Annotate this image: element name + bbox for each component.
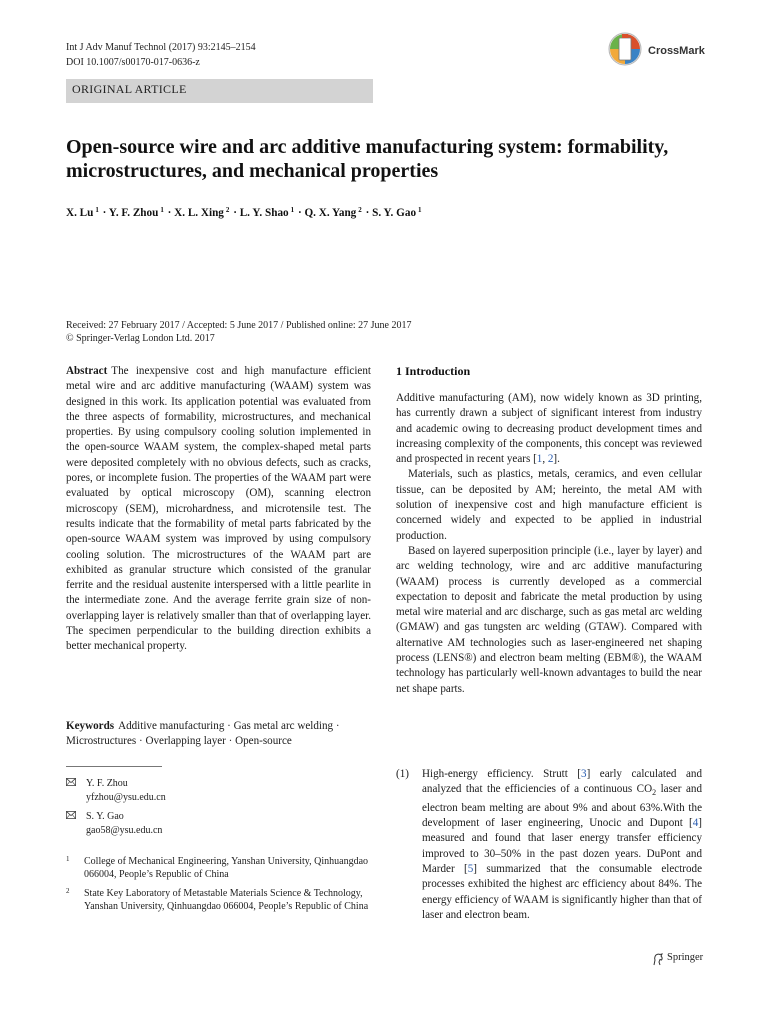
keywords-section [66,719,371,750]
author-name[interactable]: Y. F. Zhou [108,207,159,219]
subscript: 2 [652,788,657,798]
journal-citation: Int J Adv Manuf Technol (2017) 93:2145–2154 [66,42,256,53]
keywords-text: Additive manufacturing · Gas metal arc welding · Microstructures · Overlapping layer · Open-source [66,720,340,748]
author-list [66,206,423,219]
author-name[interactable]: X. Lu [66,207,94,219]
introduction-body [396,391,702,697]
paragraph-text: , [542,453,548,466]
publisher-name: Springer [667,952,704,963]
author-affiliation-mark: 1 [95,206,99,214]
corresponding-author [66,810,366,838]
corresponding-author [66,777,366,805]
list-text-part: laser and electron beam melting are about 9% and about 63%.With the development of laser engineering, Unocic and Dupont [ [422,783,702,830]
abstract-text: The inexpensive cost and high manufacture efficient metal wire and arc additive manufacturing (WAAM) system was designed in this work. Its application potential was evaluated from the three aspects of formability, microstructures, and mechanical properties. By using compulsory cooling solution implemented in the open-source WAAM system, the complex-shaped metal parts were deposited completely with no obvious defects, such as cracks, pores, or incomplete fusion. The properties of the WAAM part were evaluated by optical microscopy (OM), scanning electron microscopy (SEM), microhardness, and microtensile test. The results indicate that the formability of metal parts fabricated by the open-source WAAM system was improved by using compulsory cooling solution. The microstructures of the WAAM part are exhibited as granular structure which consisted of the granular ferrite and the residual austenite interspersed with a little pearlite in the intermediate zone. And the average ferrite grain size of non-overlapping layer is relatively smaller than that of overlapping layer. The specimen perpendicular to the building direction exhibits a better mechanical property. [66,365,371,653]
author-affiliation-mark: 1 [418,206,422,214]
list-text-part: High-energy efficiency. Strutt [ [422,768,582,780]
citation-link[interactable]: 1 [536,453,543,466]
paragraph: Materials, such as plastics, metals, ceramics, and even cellular tissue, can be deposited by AM; hereinto, the metal AM with solution of inexpensive cost and high manufacture efficient is concerned widely and expected to be applied in industrial production. [396,468,702,542]
article-type-banner [66,79,373,103]
envelope-icon [66,778,76,786]
contact-email[interactable]: gao58@ysu.edu.cn [86,825,163,836]
author-separator: · [365,207,370,219]
contact-name: Y. F. Zhou [86,778,128,789]
doi-link[interactable]: DOI 10.1007/s00170-017-0636-z [66,57,200,68]
publication-dates: Received: 27 February 2017 / Accepted: 5 June 2017 / Published online: 27 June 2017 [66,320,412,331]
crossmark-icon [608,30,642,68]
article-type-label: ORIGINAL ARTICLE [72,82,187,96]
author-separator: · [297,207,302,219]
publisher-logo[interactable] [652,952,732,968]
author-affiliation-mark: 1 [160,206,164,214]
section-heading: 1 Introduction [396,364,471,378]
list-number: (1) [396,768,409,780]
crossmark-badge[interactable] [608,30,728,70]
contact-name: S. Y. Gao [86,811,124,822]
affiliation-number: 1 [66,855,70,863]
paper-title: Open-source wire and arc additive manufacturing system: formability, microstructures, and mechanical properties [66,136,669,182]
crossmark-label: CrossMark [648,45,705,57]
author-separator: · [233,207,237,219]
paragraph: Based on layered superposition principle (i.e., layer by layer) and arc welding technology, wire and arc additive manufacturing (WAAM) process is currently developed as a commercial expectation to deposit and fabricate the metal production by using metal wire material and arc discharge, such as gas metal arc welding (GMAW) and gas tungsten arc welding (GTAW). Compared with alternative AM technologies such as laser-engineered net shaping process (LENS®) and electron beam melting (EBM®), the WAAM technology has particularly well-known advantages to build the near net shape parts. [396,544,702,695]
envelope-icon [66,811,76,819]
footnote-divider [66,766,162,767]
author-separator: · [102,207,107,219]
contact-email[interactable]: yfzhou@ysu.edu.cn [86,792,166,803]
author-affiliation-mark: 1 [290,206,295,214]
list-text-part: ] measured and found that laser energy transfer efficiency improved to 30–50% in the past dozen years. DuPont and Marder [ [422,817,702,875]
list-text [422,767,702,923]
affiliation [66,855,371,883]
paragraph [396,391,702,467]
citation-link[interactable]: 4 [692,817,699,830]
author-affiliation-mark: 2 [225,206,230,214]
author-name[interactable]: Q. X. Yang [304,207,357,219]
author-affiliation-mark: 2 [358,206,362,214]
author-name[interactable]: S. Y. Gao [372,207,417,219]
paragraph-text: Additive manufacturing (AM), now widely known as 3D printing, has currently drawn a subject of significant interest from industry and academic owing to decreasing product development times and increasing complexity of the components, this concept was reviewed and prospected in recent years [ [396,392,702,466]
author-name[interactable]: X. L. Xing [174,207,224,219]
affiliation-text: College of Mechanical Engineering, Yanshan University, Qinhuangdao 066004, People’s Republic of China [84,856,369,881]
springer-horse-icon [652,953,664,966]
list-text-part: ] early calculated and analyzed that the efficiencies of a continuous CO [422,768,702,796]
abstract-section [66,364,371,655]
affiliation-text: State Key Laboratory of Metastable Materials Science & Technology, Yanshan University, Qinhuangdao 066004, People’s Republic of China [84,888,369,913]
affiliation-number: 2 [66,887,70,895]
affiliation [66,887,371,929]
paragraph-text: ]. [553,453,560,466]
numbered-list-item [396,767,702,927]
abstract-label: Abstract [66,365,108,377]
list-text-part: ] summarized that the consumable electrode processes exhibited the highest arc efficiency about 84%. The energy efficiency of WAAM is significantly higher than that of laser and electron beam. [422,863,702,921]
copyright-notice: © Springer-Verlag London Ltd. 2017 [66,333,215,344]
author-separator: · [167,207,172,219]
keywords-label: Keywords [66,720,115,732]
citation-link[interactable]: 5 [467,863,474,875]
citation-link[interactable]: 3 [581,768,587,780]
author-name[interactable]: L. Y. Shao [239,207,289,219]
citation-link[interactable]: 2 [547,453,554,466]
